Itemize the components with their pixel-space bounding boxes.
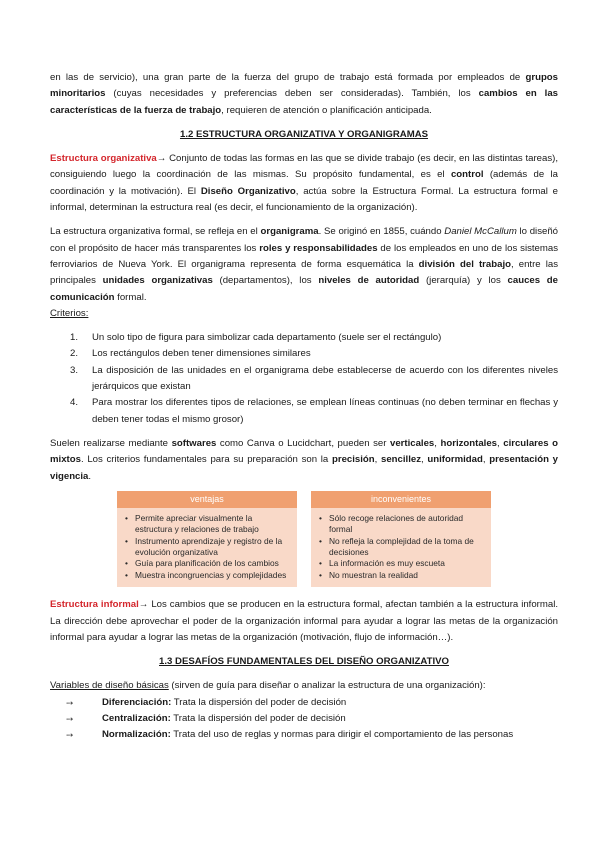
list-item: ➙ Normalización: Trata del uso de reglas y normas para dirigir el comportamiento de las personas <box>50 727 558 743</box>
criterios-label: Criterios: <box>50 307 89 319</box>
ventajas-box <box>117 491 297 587</box>
list-item: ➙ Centralización: Trata la dispersión del poder de decisión <box>50 711 558 727</box>
arrow-icon: ➙ <box>66 730 74 741</box>
arrow-icon: ➙ <box>66 714 74 725</box>
list-item: • Guía para planificación de los cambios <box>125 558 279 569</box>
list-item: • La información es muy escueta <box>319 558 445 569</box>
ventajas-header: ventajas <box>117 491 297 508</box>
estructura-organizativa-paragraph: Estructura organizativa→ Conjunto de todas las formas en las que se divide trabajo (es decir, en las distintas tareas), consiguiendo luego la coordinación de las mismas. Su propósito fundamental, es el control (además de la coordinación y la motivación). El Diseño Organizativo, actúa sobre la Estructura Formal. La estructura formal e informal, determinan la estructura real (es decir, el funcionamiento de la organización). <box>50 153 558 214</box>
list-item: • Instrumento aprendizaje y registro de la evolución organizativa <box>125 535 283 558</box>
document-page <box>50 70 558 744</box>
variables-intro: Variables de diseño básicas (sirven de guía para diseñar o analizar la estructura de una organización): <box>50 680 486 692</box>
list-item: 1. Un solo tipo de figura para simbolizar cada departamento (suele ser el rectángulo) <box>70 332 442 344</box>
list-item: • No refleja la complejidad de la toma de decisiones <box>319 535 474 558</box>
criterios-list <box>50 330 558 428</box>
list-item: • Muestra incongruencias y complejidades <box>125 569 287 580</box>
software-paragraph: Suelen realizarse mediante softwares como Canva o Lucidchart, pueden ser verticales, horizontales, circulares o mixtos. Los criterios fundamentales para su preparación son la precisión, sencillez, uniformidad, presentación y vigencia. <box>50 437 558 482</box>
organigrama-paragraph: La estructura organizativa formal, se refleja en el organigrama. Se originó en 1855, cuándo Daniel McCallum lo diseñó con el propósito de hacer más transparentes los roles y responsabilidades de los empleados en uno de los sistemas ferroviarios de Nueva York. El organigrama representa de forma esquemática la división del trabajo, entre las principales unidades organizativas (departamentos), los niveles de autoridad (jerarquía) y los cauces de comunicación formal. <box>50 226 559 303</box>
list-item: 2. Los rectángulos deben tener dimensiones similares <box>70 348 311 360</box>
pros-cons-boxes <box>50 491 558 587</box>
list-item: • Sólo recoge relaciones de autoridad formal <box>319 512 464 535</box>
inconvenientes-box <box>311 491 491 587</box>
intro-paragraph: en las de servicio), una gran parte de la fuerza del grupo de trabajo está formada por empleados de grupos minoritarios (cuyas necesidades y preferencias deben ser consideradas). También, los cambios en las características de la fuerza de trabajo, requieren de atención o planificación anticipada. <box>50 72 558 116</box>
section-heading-1-2: 1.2 ESTRUCTURA ORGANIZATIVA Y ORGANIGRAMAS <box>179 128 429 140</box>
arrow-icon: ➙ <box>66 697 74 708</box>
section-heading-1-3: 1.3 DESAFÍOS FUNDAMENTALES DEL DISEÑO ORGANIZATIVO <box>159 656 449 668</box>
estructura-informal-paragraph: Estructura informal→ Los cambios que se producen en la estructura formal, afectan también a la estructura informal. La dirección debe aprovechar el poder de la organización informal para ayudar a lograr las metas de la organización informal para ayudar a lograr las metas de la organización (motivación, flujo de información…). <box>50 599 559 643</box>
variables-list <box>50 695 558 744</box>
list-item: ➙ Diferenciación: Trata la dispersión del poder de decisión <box>50 695 558 711</box>
inconvenientes-header: inconvenientes <box>311 491 491 508</box>
list-item: 3. La disposición de las unidades en el organigrama debe establecerse de acuerdo con los diferentes niveles jerárquicos que existan <box>70 364 558 393</box>
list-item: • Permite apreciar visualmente la estructura y relaciones de trabajo <box>125 512 259 535</box>
list-item: • No muestran la realidad <box>319 569 418 580</box>
list-item: 4. Para mostrar los diferentes tipos de relaciones, se emplean líneas continuas (no deben terminar en flechas y deben tener todas el mismo grosor) <box>70 397 558 425</box>
